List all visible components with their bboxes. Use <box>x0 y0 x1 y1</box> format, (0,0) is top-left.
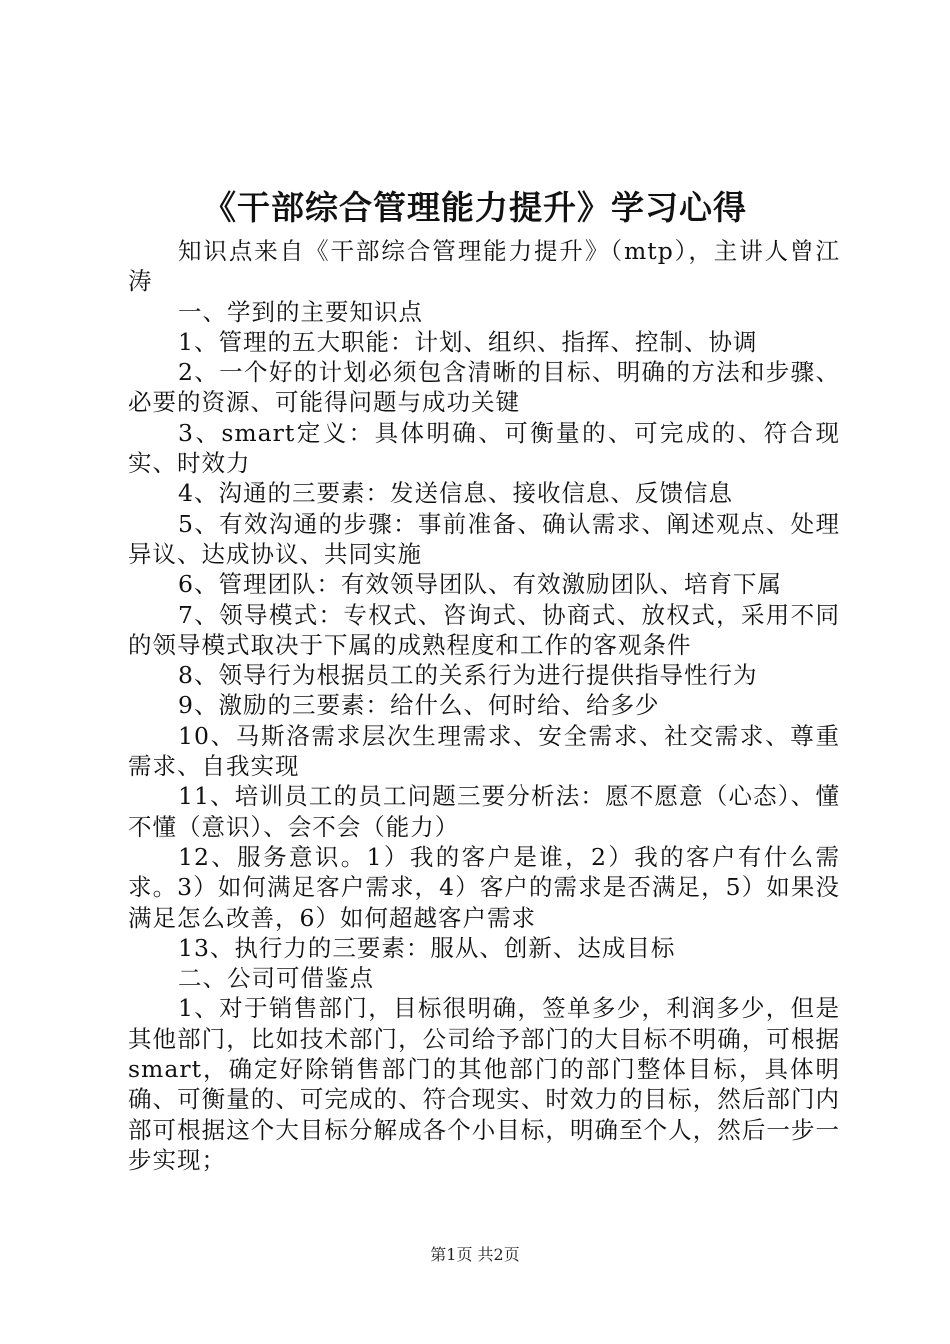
list-item: 7、领导模式：专权式、咨询式、协商式、放权式，采用不同的领导模式取决于下属的成熟程度和工作的客观条件 <box>128 600 840 659</box>
list-item: 8、领导行为根据员工的关系行为进行提供指导性行为 <box>178 661 758 690</box>
list-item: 1、对于销售部门，目标很明确，签单多少，利润多少，但是其他部门，比如技术部门，公司给予部门的大目标不明确，可根据smart，确定好除销售部门的其他部门的部门整体目标，具体明确、可衡量的、可完成的、符合现实、时效力的目标，然后部门内部可根据这个大目标分解成各个小目标，明确至个人，然后一步一步实现； <box>128 994 840 1174</box>
list-item: 10、马斯洛需求层次生理需求、安全需求、社交需求、尊重需求、自我实现 <box>128 721 840 781</box>
list-item: 2、一个好的计划必须包含清晰的目标、明确的方法和步骤、必要的资源、可能得问题与成功关键 <box>128 358 840 417</box>
list-item: 12、服务意识。1）我的客户是谁，2）我的客户有什么需求。3）如何满足客户需求，4）客户的需求是否满足，5）如果没满足怎么改善，6）如何超越客户需求 <box>128 842 840 932</box>
list-item: 1、管理的五大职能：计划、组织、指挥、控制、协调 <box>178 327 758 356</box>
list-item: 11、培训员工的员工问题三要分析法：愿不愿意（心态）、懂不懂（意识）、会不会（能力） <box>128 782 840 841</box>
section-heading-knowledge: 一、学到的主要知识点 <box>178 297 423 326</box>
list-item: 13、执行力的三要素：服从、创新、达成目标 <box>178 933 676 962</box>
section-heading-takeaways: 二、公司可借鉴点 <box>178 964 374 993</box>
list-item: 5、有效沟通的步骤：事前准备、确认需求、阐述观点、处理异议、达成协议、共同实施 <box>128 509 840 568</box>
document-body <box>128 236 840 1175</box>
paragraph-intro: 知识点来自《干部综合管理能力提升》（mtp），主讲人曾江涛 <box>128 237 840 296</box>
page-number-footer: 第1页 共2页 <box>430 1245 520 1264</box>
list-item: 6、管理团队：有效领导团队、有效激励团队、培育下属 <box>178 570 782 599</box>
list-item: 9、激励的三要素：给什么、何时给、给多少 <box>178 691 660 720</box>
document-title: 《干部综合管理能力提升》学习心得 <box>203 188 747 227</box>
list-item: 3、smart定义：具体明确、可衡量的、可完成的、符合现实、时效力 <box>128 418 840 478</box>
list-item: 4、沟通的三要素：发送信息、接收信息、反馈信息 <box>178 479 733 508</box>
